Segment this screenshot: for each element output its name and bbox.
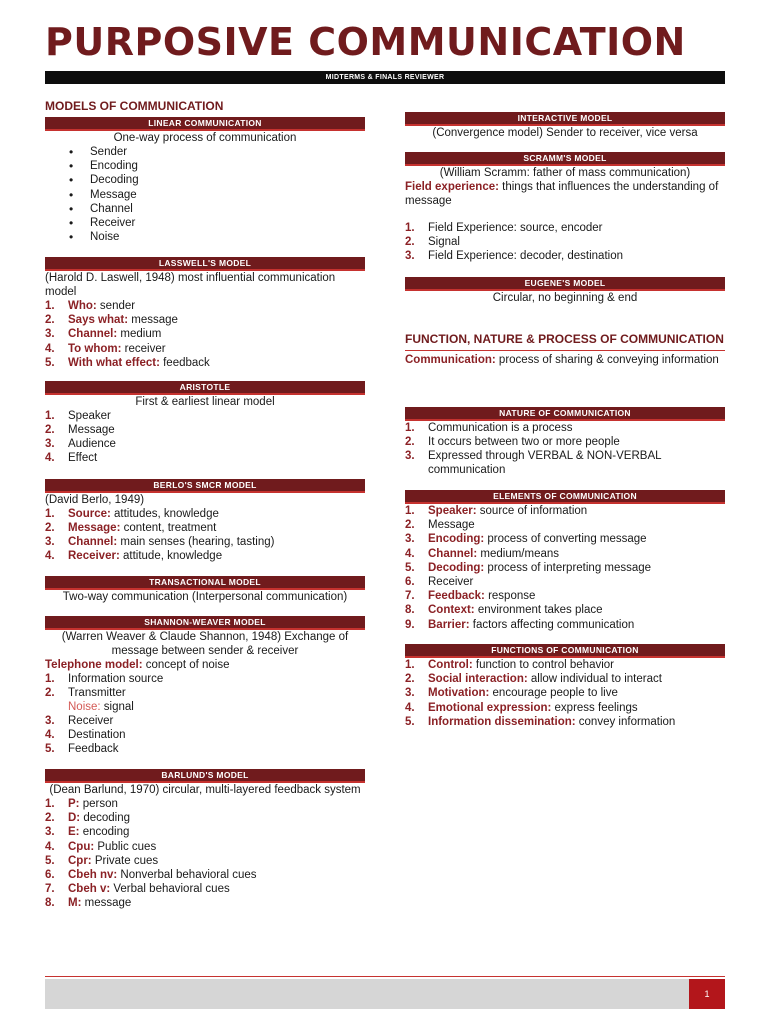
telephone-model-term: Telephone model: bbox=[45, 659, 143, 671]
aristotle-block bbox=[45, 381, 365, 465]
list-item bbox=[45, 896, 365, 910]
item-text: Effect bbox=[68, 452, 98, 464]
list-item bbox=[45, 840, 365, 854]
list-item bbox=[45, 535, 365, 549]
linear-list bbox=[45, 145, 365, 244]
item-term: Cbeh nv: bbox=[68, 869, 118, 882]
list-item bbox=[45, 299, 365, 313]
subtitle-bar: MIDTERMS & FINALS REVIEWER bbox=[45, 71, 725, 84]
item-term: Control: bbox=[428, 659, 473, 671]
interactive-heading: INTERACTIVE MODEL bbox=[405, 112, 725, 126]
transactional-description: Two-way communication (Interpersonal communication) bbox=[62, 591, 348, 603]
item-term: Feedback: bbox=[428, 590, 485, 603]
item-term: Channel: bbox=[428, 547, 478, 560]
list-item bbox=[45, 854, 365, 868]
item-number: 5. bbox=[45, 356, 55, 369]
models-section-title-block bbox=[45, 99, 365, 117]
lasswell-heading: LASSWELL'S MODEL bbox=[45, 257, 365, 271]
field-experience-line bbox=[405, 180, 725, 208]
item-number: 9. bbox=[405, 618, 415, 631]
communication-term: Communication: bbox=[405, 354, 496, 366]
item-number: 1. bbox=[45, 673, 55, 685]
item-text: Communication is a process bbox=[428, 422, 573, 434]
item-number: 3. bbox=[45, 536, 55, 548]
functions-heading: FUNCTIONS OF COMMUNICATION bbox=[405, 644, 725, 658]
item-number: 1. bbox=[405, 222, 415, 234]
item-number: 7. bbox=[405, 590, 415, 603]
item-term: Says what: bbox=[68, 314, 129, 327]
aristotle-description: First & earliest linear model bbox=[135, 396, 275, 408]
item-number: 8. bbox=[405, 604, 415, 617]
item-text: Feedback bbox=[68, 743, 119, 755]
barlund-list bbox=[45, 797, 365, 911]
item-number: 2. bbox=[45, 522, 55, 534]
lasswell-list bbox=[45, 299, 365, 370]
eugene-block bbox=[405, 277, 725, 305]
item-term: Receiver: bbox=[68, 550, 120, 562]
functions-list bbox=[405, 658, 725, 729]
item-text: express feelings bbox=[551, 701, 638, 714]
list-item bbox=[405, 561, 725, 575]
telephone-model-line bbox=[45, 658, 365, 672]
eugene-heading: EUGENE'S MODEL bbox=[405, 277, 725, 291]
scramm-list bbox=[405, 221, 725, 263]
item-term: To whom: bbox=[68, 342, 122, 355]
item-number: 3. bbox=[405, 687, 415, 700]
item-text: Transmitter bbox=[68, 687, 126, 699]
item-term: Who: bbox=[68, 300, 97, 312]
item-number: 2. bbox=[405, 673, 415, 686]
berlo-block bbox=[45, 479, 365, 563]
item-text: Receiver bbox=[428, 576, 474, 589]
list-item bbox=[45, 342, 365, 356]
scramm-heading: SCRAMM'S MODEL bbox=[405, 152, 725, 166]
item-text: function to control behavior bbox=[472, 659, 614, 671]
list-item: • Sender bbox=[45, 145, 365, 159]
list-item bbox=[45, 423, 365, 437]
item-text: Speaker bbox=[68, 410, 111, 422]
list-item bbox=[45, 797, 365, 811]
list-item bbox=[45, 686, 365, 700]
item-number: 4. bbox=[405, 701, 415, 714]
field-experience-term: Field experience: bbox=[405, 181, 499, 193]
list-item bbox=[405, 235, 725, 249]
item-text: It occurs between two or more people bbox=[428, 436, 620, 448]
list-item bbox=[405, 672, 725, 686]
list-item bbox=[405, 589, 725, 603]
berlo-list bbox=[45, 507, 365, 563]
list-item: • Channel bbox=[45, 202, 365, 216]
item-number: 5. bbox=[405, 715, 415, 728]
item-text: signal bbox=[100, 701, 134, 713]
item-term: E: bbox=[68, 826, 80, 839]
item-text: convey information bbox=[575, 715, 676, 728]
list-item bbox=[45, 728, 365, 742]
list-item bbox=[405, 449, 725, 477]
lasswell-description: (Harold D. Laswell, 1948) most influential communication model bbox=[45, 272, 336, 298]
list-item: • Noise bbox=[45, 230, 365, 244]
list-item bbox=[405, 421, 725, 435]
item-text: receiver bbox=[121, 342, 166, 355]
nature-block bbox=[405, 407, 725, 477]
page-number: 1 bbox=[689, 979, 725, 1009]
list-item bbox=[405, 547, 725, 561]
item-term: Cpu: bbox=[68, 840, 95, 853]
list-item bbox=[405, 575, 725, 589]
item-number: 3. bbox=[405, 533, 415, 546]
berlo-heading: BERLO'S SMCR MODEL bbox=[45, 479, 365, 493]
item-text: content, treatment bbox=[120, 522, 217, 534]
item-text: Audience bbox=[68, 438, 116, 450]
aristotle-list bbox=[45, 409, 365, 465]
item-text: Destination bbox=[68, 729, 126, 741]
item-number: 4. bbox=[45, 550, 55, 562]
item-number: 3. bbox=[405, 250, 415, 262]
item-text: response bbox=[484, 590, 536, 603]
item-term: Information dissemination: bbox=[428, 715, 576, 728]
list-item: • Decoding bbox=[45, 173, 365, 187]
item-term: D: bbox=[68, 812, 81, 825]
item-text: source of information bbox=[476, 505, 588, 517]
list-item: • Message bbox=[45, 188, 365, 202]
item-term: Emotional expression: bbox=[428, 701, 552, 714]
item-term: Source: bbox=[68, 508, 111, 520]
list-item bbox=[45, 714, 365, 728]
item-number: 1. bbox=[45, 798, 55, 810]
item-number: 1. bbox=[45, 300, 55, 312]
linear-description: One-way process of communication bbox=[113, 132, 297, 144]
list-item bbox=[45, 882, 365, 896]
item-number: 1. bbox=[45, 508, 55, 520]
item-number: 2. bbox=[45, 812, 55, 825]
item-text: decoding bbox=[80, 812, 131, 825]
list-item bbox=[45, 868, 365, 882]
list-item bbox=[45, 700, 365, 714]
item-number: 4. bbox=[45, 342, 55, 355]
page-title: PURPOSIVE COMMUNICATION bbox=[45, 20, 686, 64]
linear-communication-block bbox=[45, 117, 365, 244]
item-text: medium/means bbox=[477, 547, 560, 560]
item-term: P: bbox=[68, 798, 80, 810]
item-number: 6. bbox=[405, 576, 415, 589]
item-number: 4. bbox=[45, 840, 55, 853]
list-item bbox=[405, 518, 725, 532]
list-item: • Encoding bbox=[45, 159, 365, 173]
list-item bbox=[45, 437, 365, 451]
item-number: 5. bbox=[45, 743, 55, 755]
scramm-block bbox=[405, 152, 725, 263]
item-term: With what effect: bbox=[68, 356, 160, 369]
item-term: Noise: bbox=[68, 701, 101, 713]
item-term: Social interaction: bbox=[428, 673, 528, 686]
item-text: Field Experience: decoder, destination bbox=[428, 250, 623, 262]
item-term: Cpr: bbox=[68, 854, 92, 867]
item-text: encourage people to live bbox=[489, 687, 618, 700]
list-item bbox=[405, 221, 725, 235]
barlund-description: (Dean Barlund, 1970) circular, multi-layered feedback system bbox=[49, 784, 361, 796]
lasswell-block bbox=[45, 257, 365, 370]
list-item bbox=[45, 549, 365, 563]
item-text: environment takes place bbox=[474, 604, 603, 617]
item-number: 8. bbox=[45, 897, 55, 910]
list-item bbox=[405, 715, 725, 729]
item-term: Channel: bbox=[68, 328, 118, 341]
item-term: Motivation: bbox=[428, 687, 490, 700]
item-number: 3. bbox=[45, 826, 55, 839]
field-experience-text: things that influences the understanding of message bbox=[405, 181, 719, 207]
item-term: Message: bbox=[68, 522, 121, 534]
shannon-weaver-heading: SHANNON-WEAVER MODEL bbox=[45, 616, 365, 630]
item-number: 2. bbox=[45, 314, 55, 327]
item-text: Nonverbal behavioral cues bbox=[117, 869, 257, 882]
item-term: Encoding: bbox=[428, 533, 485, 546]
item-text: feedback bbox=[159, 356, 210, 369]
item-number: 2. bbox=[405, 236, 415, 248]
barlund-heading: BARLUND'S MODEL bbox=[45, 769, 365, 783]
item-text: process of interpreting message bbox=[484, 561, 652, 574]
interactive-block bbox=[405, 112, 725, 140]
barlund-block bbox=[45, 769, 365, 911]
telephone-model-text: concept of noise bbox=[142, 659, 230, 671]
section-title-function: FUNCTION, NATURE & PROCESS OF COMMUNICATION bbox=[405, 332, 725, 351]
item-text: Receiver bbox=[68, 715, 114, 727]
item-term: M: bbox=[68, 897, 82, 910]
item-number: 2. bbox=[405, 436, 415, 448]
item-text: encoding bbox=[79, 826, 130, 839]
footer-divider bbox=[45, 976, 725, 977]
list-item bbox=[405, 435, 725, 449]
berlo-description: (David Berlo, 1949) bbox=[45, 494, 145, 506]
item-number: 2. bbox=[45, 424, 55, 436]
item-text: message bbox=[128, 314, 178, 327]
item-number: 3. bbox=[405, 450, 415, 462]
list-item bbox=[45, 507, 365, 521]
item-term: Cbeh v: bbox=[68, 883, 111, 896]
list-item bbox=[45, 327, 365, 341]
item-text: Message bbox=[68, 424, 115, 436]
list-item bbox=[405, 249, 725, 263]
item-number: 4. bbox=[45, 452, 55, 464]
list-item bbox=[45, 409, 365, 423]
item-number: 4. bbox=[45, 729, 55, 741]
item-number: 2. bbox=[45, 687, 55, 699]
functions-block bbox=[405, 644, 725, 729]
item-text: Field Experience: source, encoder bbox=[428, 222, 603, 234]
item-text: allow individual to interact bbox=[527, 673, 662, 686]
list-item: • Receiver bbox=[45, 216, 365, 230]
shannon-weaver-block bbox=[45, 616, 365, 756]
item-text: Verbal behavioral cues bbox=[110, 883, 230, 896]
item-text: sender bbox=[96, 300, 136, 312]
linear-communication-heading: LINEAR COMMUNICATION bbox=[45, 117, 365, 131]
item-text: message bbox=[81, 897, 132, 910]
item-text: attitude, knowledge bbox=[119, 550, 223, 562]
communication-definition bbox=[405, 353, 725, 367]
shannon-weaver-list bbox=[45, 672, 365, 756]
item-text: Information source bbox=[68, 673, 164, 685]
nature-list bbox=[405, 421, 725, 477]
list-item bbox=[405, 618, 725, 632]
list-item bbox=[405, 686, 725, 700]
list-item bbox=[405, 701, 725, 715]
item-text: medium bbox=[117, 328, 162, 341]
item-term: Barrier: bbox=[428, 618, 470, 631]
item-text: main senses (hearing, tasting) bbox=[117, 536, 275, 548]
section-title-models: MODELS OF COMMUNICATION bbox=[45, 99, 224, 113]
item-term: Context: bbox=[428, 604, 475, 617]
list-item bbox=[45, 451, 365, 465]
item-number: 3. bbox=[45, 438, 55, 450]
list-item bbox=[45, 672, 365, 686]
shannon-weaver-description: (Warren Weaver & Claude Shannon, 1948) Exchange of message between sender & receiver bbox=[61, 631, 349, 657]
item-number: 3. bbox=[45, 328, 55, 341]
elements-list bbox=[405, 504, 725, 632]
item-text: process of converting message bbox=[484, 533, 647, 546]
footer-bar bbox=[45, 979, 689, 1009]
item-text: Private cues bbox=[91, 854, 159, 867]
list-item bbox=[405, 532, 725, 546]
item-text: Signal bbox=[428, 236, 460, 248]
list-item bbox=[405, 504, 725, 518]
item-number: 3. bbox=[45, 715, 55, 727]
item-text: Message bbox=[428, 519, 475, 532]
list-item bbox=[405, 603, 725, 617]
item-number: 1. bbox=[405, 659, 415, 671]
elements-block bbox=[405, 490, 725, 632]
list-item bbox=[45, 811, 365, 825]
elements-heading: ELEMENTS OF COMMUNICATION bbox=[405, 490, 725, 504]
list-item bbox=[405, 658, 725, 672]
eugene-description: Circular, no beginning & end bbox=[492, 292, 638, 304]
item-number: 5. bbox=[405, 561, 415, 574]
item-number: 1. bbox=[405, 422, 415, 434]
item-text: person bbox=[79, 798, 118, 810]
aristotle-heading: ARISTOTLE bbox=[45, 381, 365, 395]
scramm-description: (William Scramm: father of mass communication) bbox=[439, 167, 691, 179]
item-term: Speaker: bbox=[428, 505, 477, 517]
item-text: Public cues bbox=[94, 840, 157, 853]
item-term: Channel: bbox=[68, 536, 118, 548]
transactional-heading: TRANSACTIONAL MODEL bbox=[45, 576, 365, 590]
item-number: 2. bbox=[405, 519, 415, 532]
list-item bbox=[45, 356, 365, 370]
item-term: Decoding: bbox=[428, 561, 485, 574]
transactional-block bbox=[45, 576, 365, 604]
item-number: 5. bbox=[45, 854, 55, 867]
item-number: 7. bbox=[45, 883, 55, 896]
item-number: 1. bbox=[45, 410, 55, 422]
item-number: 6. bbox=[45, 869, 55, 882]
communication-text: process of sharing & conveying information bbox=[495, 354, 719, 366]
item-number: 4. bbox=[405, 547, 415, 560]
item-text: attitudes, knowledge bbox=[110, 508, 219, 520]
nature-heading: NATURE OF COMMUNICATION bbox=[405, 407, 725, 421]
item-text: factors affecting communication bbox=[469, 618, 635, 631]
item-number: 1. bbox=[405, 505, 415, 517]
function-section-title-block bbox=[405, 332, 725, 367]
list-item bbox=[45, 313, 365, 327]
list-item bbox=[45, 742, 365, 756]
list-item bbox=[45, 825, 365, 839]
interactive-description: (Convergence model) Sender to receiver, vice versa bbox=[432, 127, 698, 139]
list-item bbox=[45, 521, 365, 535]
item-text: Expressed through VERBAL & NON-VERBAL communication bbox=[428, 450, 662, 476]
